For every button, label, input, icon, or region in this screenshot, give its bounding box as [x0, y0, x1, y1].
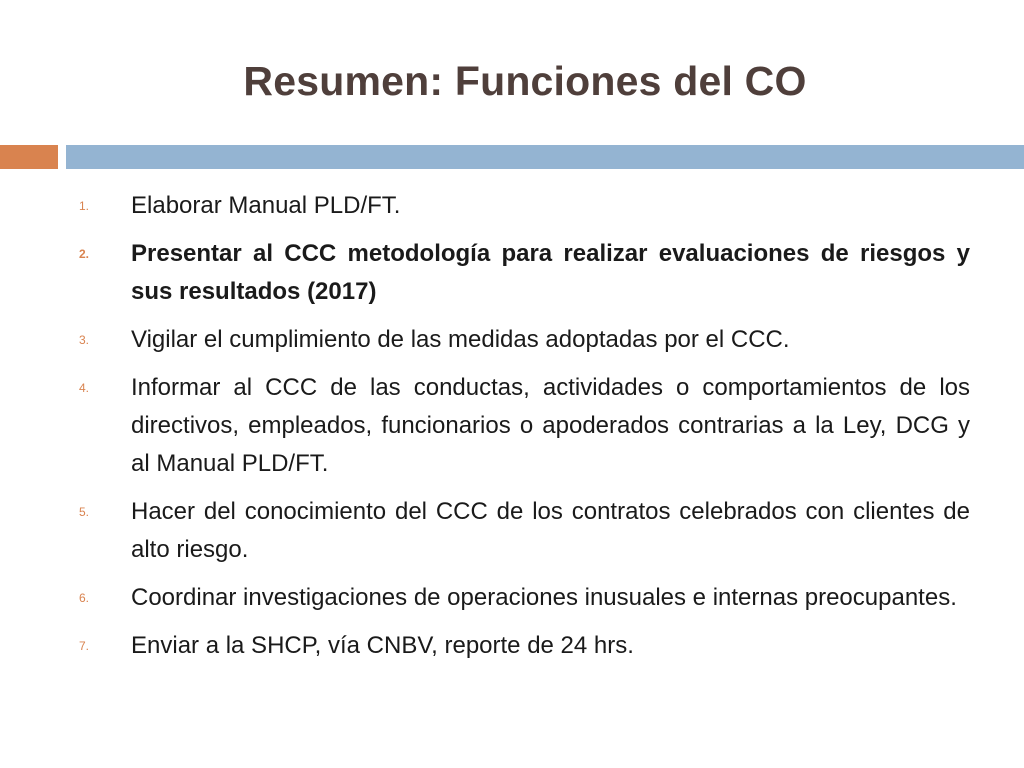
list-item-number: 3. — [79, 333, 90, 347]
list-item — [0, 627, 1024, 665]
functions-list — [0, 187, 1024, 675]
list-item-number: 1. — [79, 199, 90, 213]
list-item-text: Hacer del conocimiento del CCC de los contratos celebrados con clientes de alto riesgo. — [131, 498, 970, 563]
list-item — [0, 493, 1024, 569]
list-item-text: Enviar a la SHCP, vía CNBV, reporte de 24 hrs. — [131, 632, 634, 659]
list-item-text: Coordinar investigaciones de operaciones inusuales e internas preocupantes. — [131, 584, 957, 611]
list-item-number: 7. — [79, 639, 90, 653]
list-item — [0, 235, 1024, 311]
list-item-text: Presentar al CCC metodología para realizar evaluaciones de riesgos y sus resultados (2017) — [131, 240, 970, 305]
list-item-number: 2. — [79, 247, 90, 261]
list-item — [0, 321, 1024, 359]
list-item-text: Informar al CCC de las conductas, actividades o comportamientos de los directivos, empleados, funcionarios o apoderados contrarias a la Ley, DCG y al Manual PLD/FT. — [131, 374, 970, 477]
list-item-number: 5. — [79, 505, 90, 519]
list-item — [0, 579, 1024, 617]
slide-title: Resumen: Funciones del CO — [243, 58, 807, 104]
accent-bar-orange — [0, 145, 58, 169]
list-item-number: 6. — [79, 591, 90, 605]
list-item — [0, 187, 1024, 225]
list-item-number: 4. — [79, 381, 90, 395]
list-item-text: Vigilar el cumplimiento de las medidas adoptadas por el CCC. — [131, 326, 790, 353]
list-item-text: Elaborar Manual PLD/FT. — [131, 192, 401, 219]
list-item — [0, 369, 1024, 483]
accent-bar-blue — [66, 145, 1024, 169]
